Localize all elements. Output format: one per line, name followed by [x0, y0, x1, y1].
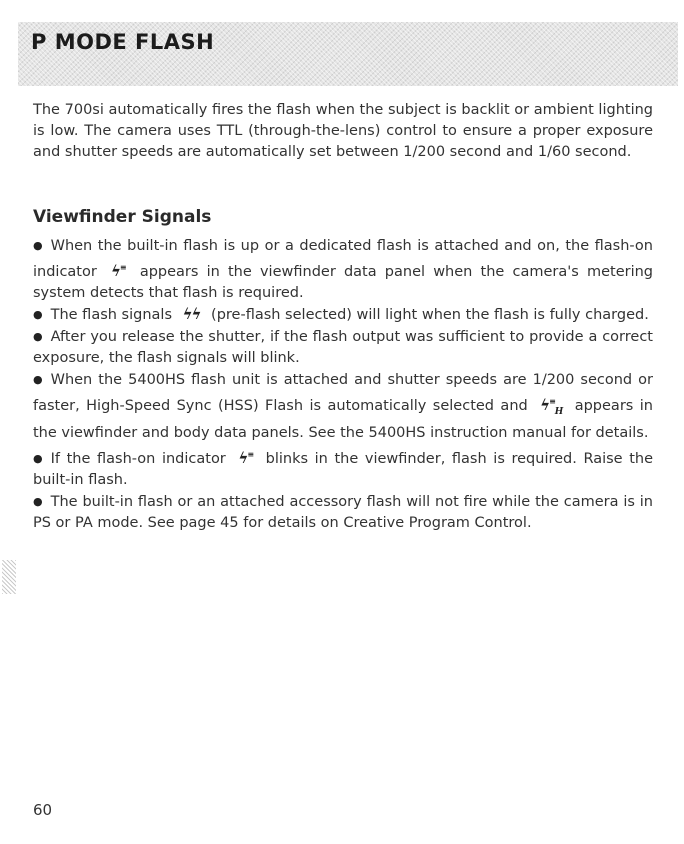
bullet-icon: ● [33, 452, 43, 465]
bullet-icon: ● [33, 239, 43, 252]
list-item [33, 304, 653, 326]
scan-artifact [2, 560, 16, 594]
item-text: appears in the viewfinder data panel when the camera's metering system detects that flash is required. [33, 264, 654, 301]
page-number: 60 [33, 801, 53, 819]
list-item [33, 369, 653, 444]
item-text: The flash signals [50, 307, 173, 323]
item-text: When the built-in flash is up or a dedicated flash is attached and on, the flash-on indicator [33, 238, 653, 280]
page-title: P MODE FLASH [31, 30, 215, 54]
flash-signals-icon: ϟϟ [182, 305, 201, 323]
flash-on-indicator-icon: ϟ≡ [111, 262, 126, 280]
bullet-icon: ● [33, 373, 43, 386]
bullet-icon: ● [33, 330, 43, 343]
list-item [33, 326, 653, 369]
intro-paragraph: The 700si automatically fires the flash when the subject is backlit or ambient lighting is low. The camera uses TTL (through-the-lens) control to ensure a proper exposure and shutter speeds are automatically set between 1/200 second and 1/60 second. [33, 102, 653, 160]
flash-on-indicator-icon: ϟ≡ [238, 449, 254, 467]
item-text: (pre-flash selected) will light when the flash is fully charged. [211, 307, 649, 323]
list-item [33, 491, 653, 534]
item-text: When the 5400HS flash unit is attached and shutter speeds are 1/200 second or faster, High-Speed Sync (HSS) Flash is automatically selected and [33, 372, 653, 414]
bullet-icon: ● [33, 308, 43, 321]
item-text: After you release the shutter, if the flash output was sufficient to provide a correct exposure, the flash signals will blink. [33, 329, 653, 366]
list-item [33, 235, 653, 304]
item-text: The built-in flash or an attached accessory flash will not fire while the camera is in PS or PA mode. See page 45 for details on Creative Program Control. [33, 494, 653, 531]
section-heading: Viewfinder Signals [33, 207, 212, 227]
viewfinder-signals-list [33, 235, 653, 534]
hss-flash-icon: $ϟ^\equiv_H$ [540, 396, 563, 417]
item-text: If the flash-on indicator [50, 451, 226, 467]
item-text: appears in the viewfinder and body data panels. See the 5400HS instruction manual for details. [33, 398, 653, 441]
item-text: blinks in the viewfinder, flash is required. Raise the built-in flash. [33, 451, 654, 488]
bullet-icon: ● [33, 495, 43, 508]
list-item [33, 444, 653, 491]
